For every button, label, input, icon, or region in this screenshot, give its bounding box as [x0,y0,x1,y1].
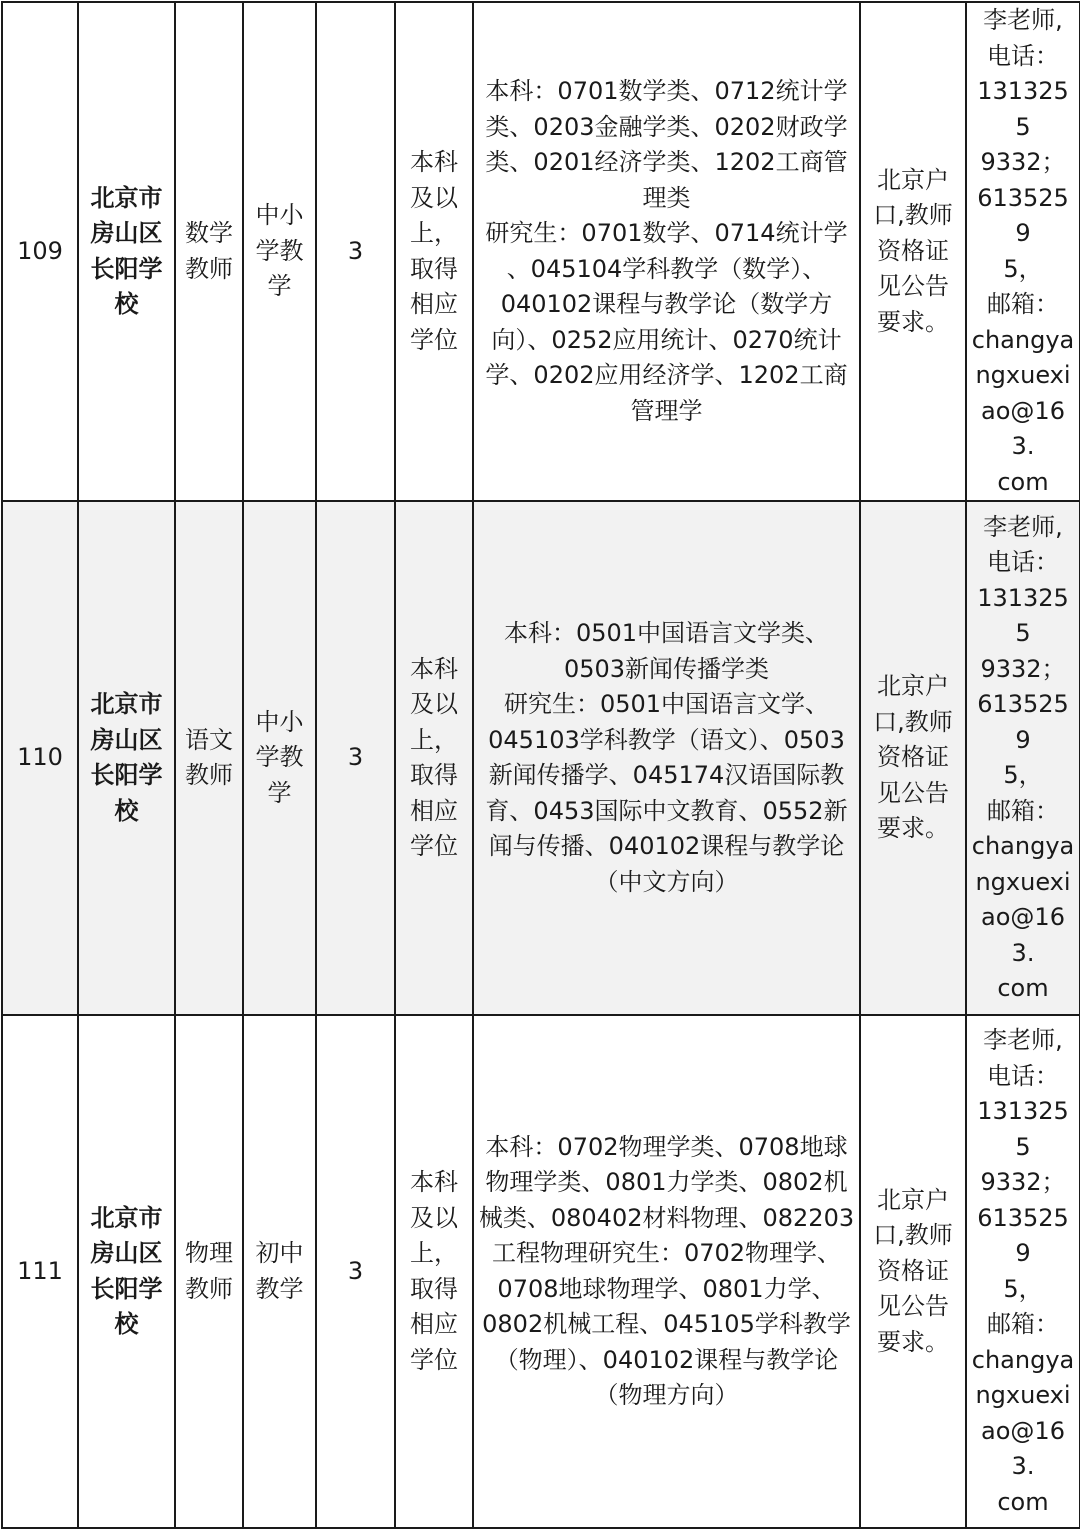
education-requirement: 本科 及以 上， 取得 相应 学位 [395,2,473,501]
major-requirement: 本科：0701数学类、0712统计学 类、0203金融学类、0202财政学 类、0201经济学类、1202工商管 理类 研究生：0701数学、0714统计学 、045104学科教学（数学）、 040102课程与教学论（数学方 向）、0252应用统计、0270统计 学、0202应用经济学、1202工商 管理学 [473,2,860,501]
contact-info: 李老师, 电话： 1313255 9332； 6135259 5， 邮箱： changya ngxuexi ao@163. com [966,501,1080,1015]
table-row [2,1015,1080,1528]
school-name: 北京市 房山区 长阳学 校 [78,501,175,1015]
other-requirements: 北京户 口,教师 资格证 见公告 要求。 [860,1015,966,1528]
position-name: 数学 教师 [175,2,243,501]
hire-count: 3 [316,2,395,501]
row-number: 109 [2,2,78,501]
position-category: 中小 学教 学 [243,501,316,1015]
hire-count: 3 [316,1015,395,1528]
row-number: 111 [2,1015,78,1528]
other-requirements: 北京户 口,教师 资格证 见公告 要求。 [860,501,966,1015]
contact-info: 李老师, 电话： 1313255 9332； 6135259 5， 邮箱： changya ngxuexi ao@163. com [966,2,1080,501]
position-name: 语文 教师 [175,501,243,1015]
education-requirement: 本科 及以 上， 取得 相应 学位 [395,1015,473,1528]
school-name: 北京市 房山区 长阳学 校 [78,2,175,501]
hire-count: 3 [316,501,395,1015]
education-requirement: 本科 及以 上， 取得 相应 学位 [395,501,473,1015]
table-row [2,501,1080,1015]
major-requirement: 本科：0501中国语言文学类、 0503新闻传播学类 研究生：0501中国语言文学、 045103学科教学（语文）、0503 新闻传播学、045174汉语国际教 育、0453国际中文教育、0552新 闻与传播、040102课程与教学论 （中文方向） [473,501,860,1015]
contact-info: 李老师, 电话： 1313255 9332； 6135259 5， 邮箱： changya ngxuexi ao@163. com [966,1015,1080,1528]
school-name: 北京市 房山区 长阳学 校 [78,1015,175,1528]
recruitment-table [1,1,1080,1529]
position-category: 初中 教学 [243,1015,316,1528]
position-name: 物理 教师 [175,1015,243,1528]
row-number: 110 [2,501,78,1015]
major-requirement: 本科：0702物理学类、0708地球 物理学类、0801力学类、0802机 械类、080402材料物理、082203 工程物理研究生：0702物理学、 0708地球物理学、0801力学、 0802机械工程、045105学科教学 （物理）、040102课程与教学论 （物理方向） [473,1015,860,1528]
other-requirements: 北京户 口,教师 资格证 见公告 要求。 [860,2,966,501]
position-category: 中小 学教 学 [243,2,316,501]
table-row [2,2,1080,501]
